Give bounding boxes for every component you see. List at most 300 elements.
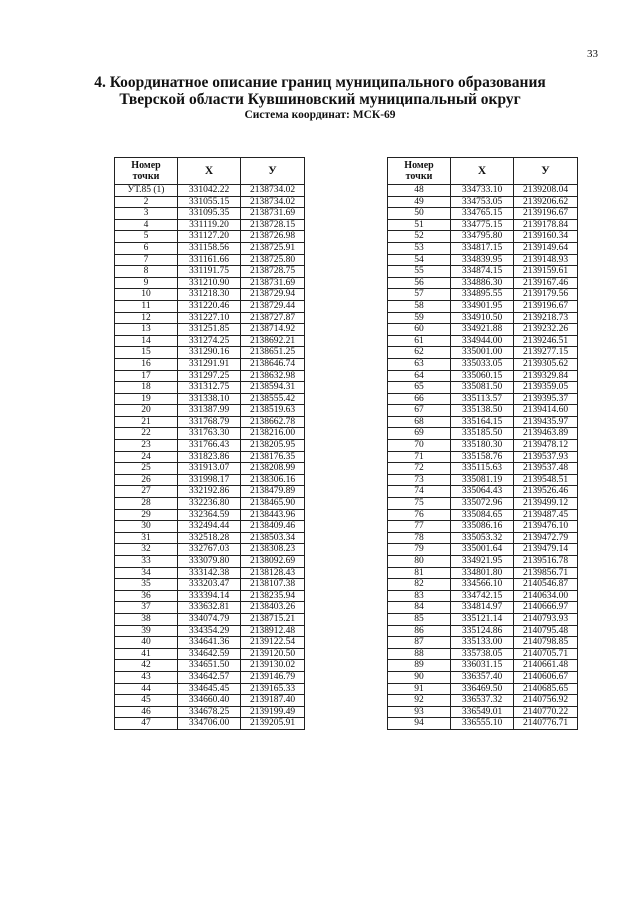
cell-x: 333203.47 [178, 579, 241, 591]
cell-x: 334886.30 [451, 277, 514, 289]
cell-point-number: 2 [115, 196, 178, 208]
cell-point-number: 89 [388, 660, 451, 672]
cell-y: 2138443.96 [241, 509, 305, 521]
cell-y: 2138306.16 [241, 474, 305, 486]
table-row [388, 242, 578, 254]
cell-x: 334651.50 [178, 660, 241, 672]
table-row [388, 706, 578, 718]
cell-x: 335060.15 [451, 370, 514, 382]
cell-x: 334901.95 [451, 300, 514, 312]
cell-point-number: 92 [388, 695, 451, 707]
cell-point-number: 26 [115, 474, 178, 486]
cell-x: 335081.19 [451, 474, 514, 486]
cell-point-number: 87 [388, 637, 451, 649]
cell-x: 331251.85 [178, 324, 241, 336]
cell-y: 2139148.93 [514, 254, 578, 266]
cell-point-number: 63 [388, 358, 451, 370]
cell-y: 2139548.51 [514, 474, 578, 486]
cell-x: 331055.15 [178, 196, 241, 208]
cell-x: 334765.15 [451, 208, 514, 220]
table-row [388, 613, 578, 625]
header-x: X [451, 158, 514, 185]
cell-point-number: 42 [115, 660, 178, 672]
cell-point-number: 60 [388, 324, 451, 336]
table-row [115, 590, 305, 602]
table-row [115, 231, 305, 243]
cell-y: 2140666.97 [514, 602, 578, 614]
table-row [115, 660, 305, 672]
cell-y: 2138731.69 [241, 277, 305, 289]
cell-point-number: 94 [388, 718, 451, 730]
cell-x: 334801.80 [451, 567, 514, 579]
cell-x: 335001.64 [451, 544, 514, 556]
table-row [388, 474, 578, 486]
table-row [388, 277, 578, 289]
cell-x: 334354.29 [178, 625, 241, 637]
table-row [388, 382, 578, 394]
cell-x: 334895.55 [451, 289, 514, 301]
cell-y: 2138728.15 [241, 219, 305, 231]
table-row [115, 358, 305, 370]
cell-point-number: 28 [115, 498, 178, 510]
cell-x: 331291.91 [178, 358, 241, 370]
table-row [388, 695, 578, 707]
table-row [388, 671, 578, 683]
cell-x: 335738.05 [451, 648, 514, 660]
cell-point-number: 80 [388, 556, 451, 568]
cell-point-number: 19 [115, 393, 178, 405]
table-row [388, 625, 578, 637]
cell-x: 334742.15 [451, 590, 514, 602]
cell-y: 2140661.48 [514, 660, 578, 672]
cell-point-number: 15 [115, 347, 178, 359]
cell-point-number: 71 [388, 451, 451, 463]
cell-x: 335121.14 [451, 613, 514, 625]
cell-x: 335072.96 [451, 498, 514, 510]
cell-point-number: 61 [388, 335, 451, 347]
cell-x: 334074.79 [178, 613, 241, 625]
table-row [115, 289, 305, 301]
cell-point-number: 90 [388, 671, 451, 683]
table-row [388, 266, 578, 278]
cell-x: 331161.66 [178, 254, 241, 266]
table-row [388, 289, 578, 301]
table-row [115, 683, 305, 695]
cell-point-number: 45 [115, 695, 178, 707]
cell-y: 2139165.33 [241, 683, 305, 695]
cell-y: 2138479.89 [241, 486, 305, 498]
table-row [388, 231, 578, 243]
cell-y: 2138725.91 [241, 242, 305, 254]
cell-y: 2139516.78 [514, 556, 578, 568]
cell-y: 2139476.10 [514, 521, 578, 533]
cell-x: 334753.05 [451, 196, 514, 208]
table-row [388, 498, 578, 510]
cell-x: 331191.75 [178, 266, 241, 278]
cell-point-number: 29 [115, 509, 178, 521]
header-y: У [241, 158, 305, 185]
table-row [388, 718, 578, 730]
cell-x: 334733.10 [451, 185, 514, 197]
cell-point-number: 88 [388, 648, 451, 660]
table-row [388, 579, 578, 591]
cell-y: 2139472.79 [514, 532, 578, 544]
table-row [388, 405, 578, 417]
cell-point-number: 20 [115, 405, 178, 417]
cell-point-number: УТ.85 (1) [115, 185, 178, 197]
table-row [115, 405, 305, 417]
table-row [388, 660, 578, 672]
cell-point-number: 43 [115, 671, 178, 683]
cell-x: 335115.63 [451, 463, 514, 475]
cell-point-number: 5 [115, 231, 178, 243]
cell-point-number: 81 [388, 567, 451, 579]
table-row [388, 556, 578, 568]
cell-x: 331766.43 [178, 440, 241, 452]
cell-point-number: 50 [388, 208, 451, 220]
cell-point-number: 49 [388, 196, 451, 208]
cell-y: 2138107.38 [241, 579, 305, 591]
cell-x: 336555.10 [451, 718, 514, 730]
table-row [388, 393, 578, 405]
table-row [388, 521, 578, 533]
cell-x: 332364.59 [178, 509, 241, 521]
cell-x: 336031.15 [451, 660, 514, 672]
cell-y: 2139205.91 [241, 718, 305, 730]
cell-y: 2139149.64 [514, 242, 578, 254]
cell-y: 2138503.34 [241, 532, 305, 544]
cell-point-number: 51 [388, 219, 451, 231]
cell-x: 331387.99 [178, 405, 241, 417]
cell-point-number: 11 [115, 300, 178, 312]
cell-y: 2139130.02 [241, 660, 305, 672]
cell-point-number: 22 [115, 428, 178, 440]
cell-x: 332767.03 [178, 544, 241, 556]
table-row [115, 370, 305, 382]
table-row [388, 463, 578, 475]
cell-y: 2140793.93 [514, 613, 578, 625]
header-x: X [178, 158, 241, 185]
cell-point-number: 82 [388, 579, 451, 591]
cell-y: 2140606.67 [514, 671, 578, 683]
cell-y: 2138912.48 [241, 625, 305, 637]
cell-point-number: 93 [388, 706, 451, 718]
cell-point-number: 16 [115, 358, 178, 370]
cell-x: 335033.05 [451, 358, 514, 370]
table-row [115, 382, 305, 394]
cell-y: 2138216.00 [241, 428, 305, 440]
table-row [115, 300, 305, 312]
table-row [115, 208, 305, 220]
cell-y: 2138128.43 [241, 567, 305, 579]
cell-x: 333079.80 [178, 556, 241, 568]
cell-y: 2138662.78 [241, 416, 305, 428]
cell-x: 331220.46 [178, 300, 241, 312]
cell-y: 2139478.12 [514, 440, 578, 452]
cell-x: 331290.16 [178, 347, 241, 359]
cell-x: 334706.00 [178, 718, 241, 730]
cell-y: 2139167.46 [514, 277, 578, 289]
cell-x: 331210.90 [178, 277, 241, 289]
cell-x: 331768.79 [178, 416, 241, 428]
page-number: 33 [587, 48, 598, 60]
cell-x: 335124.86 [451, 625, 514, 637]
cell-x: 331119.20 [178, 219, 241, 231]
cell-y: 2138726.98 [241, 231, 305, 243]
table-row [115, 324, 305, 336]
cell-y: 2138235.94 [241, 590, 305, 602]
cell-x: 331763.30 [178, 428, 241, 440]
cell-point-number: 56 [388, 277, 451, 289]
cell-x: 332192.86 [178, 486, 241, 498]
table-row [388, 358, 578, 370]
table-row [115, 185, 305, 197]
table-row [388, 532, 578, 544]
table-row [115, 416, 305, 428]
cell-point-number: 7 [115, 254, 178, 266]
table-row [115, 556, 305, 568]
cell-y: 2139414.60 [514, 405, 578, 417]
cell-point-number: 32 [115, 544, 178, 556]
coordinates-table-right [387, 157, 578, 730]
cell-x: 334839.95 [451, 254, 514, 266]
cell-y: 2140770.22 [514, 706, 578, 718]
table-row [388, 509, 578, 521]
cell-point-number: 85 [388, 613, 451, 625]
cell-x: 335053.32 [451, 532, 514, 544]
cell-y: 2138729.44 [241, 300, 305, 312]
header-y: У [514, 158, 578, 185]
cell-x: 334874.15 [451, 266, 514, 278]
cell-point-number: 14 [115, 335, 178, 347]
title-block [0, 74, 640, 121]
cell-x: 334910.50 [451, 312, 514, 324]
cell-y: 2139199.49 [241, 706, 305, 718]
table-row [115, 509, 305, 521]
cell-point-number: 52 [388, 231, 451, 243]
cell-point-number: 30 [115, 521, 178, 533]
cell-point-number: 72 [388, 463, 451, 475]
cell-x: 331218.30 [178, 289, 241, 301]
cell-x: 334660.40 [178, 695, 241, 707]
cell-y: 2140756.92 [514, 695, 578, 707]
table-row [115, 521, 305, 533]
cell-x: 334795.80 [451, 231, 514, 243]
cell-y: 2140776.71 [514, 718, 578, 730]
table-row [388, 683, 578, 695]
table-row [388, 544, 578, 556]
cell-y: 2140798.85 [514, 637, 578, 649]
cell-x: 334775.15 [451, 219, 514, 231]
cell-point-number: 35 [115, 579, 178, 591]
header-point-number: Номер точки [115, 158, 178, 185]
cell-x: 336549.01 [451, 706, 514, 718]
cell-y: 2138308.23 [241, 544, 305, 556]
cell-point-number: 46 [115, 706, 178, 718]
table-row [388, 219, 578, 231]
cell-x: 334814.97 [451, 602, 514, 614]
table-row [388, 208, 578, 220]
cell-y: 2139329.84 [514, 370, 578, 382]
table-row [115, 474, 305, 486]
cell-point-number: 6 [115, 242, 178, 254]
cell-y: 2138692.21 [241, 335, 305, 347]
cell-y: 2139179.56 [514, 289, 578, 301]
table-row [115, 451, 305, 463]
cell-x: 331338.10 [178, 393, 241, 405]
table-row [388, 185, 578, 197]
cell-y: 2140685.65 [514, 683, 578, 695]
coordinates-table-left [114, 157, 305, 730]
cell-x: 331913.07 [178, 463, 241, 475]
cell-point-number: 21 [115, 416, 178, 428]
cell-x: 333632.81 [178, 602, 241, 614]
coordinate-system-subtitle: Система координат: МСК-69 [244, 109, 396, 121]
cell-y: 2138632.98 [241, 370, 305, 382]
cell-point-number: 53 [388, 242, 451, 254]
cell-x: 335158.76 [451, 451, 514, 463]
cell-x: 331998.17 [178, 474, 241, 486]
table-row [388, 300, 578, 312]
table-row [115, 718, 305, 730]
cell-y: 2139146.79 [241, 671, 305, 683]
cell-point-number: 24 [115, 451, 178, 463]
cell-y: 2138651.25 [241, 347, 305, 359]
cell-x: 332236.80 [178, 498, 241, 510]
cell-point-number: 78 [388, 532, 451, 544]
cell-point-number: 86 [388, 625, 451, 637]
table-body-left [115, 185, 305, 730]
cell-y: 2139187.40 [241, 695, 305, 707]
cell-y: 2139120.50 [241, 648, 305, 660]
cell-x: 334921.88 [451, 324, 514, 336]
cell-point-number: 84 [388, 602, 451, 614]
cell-point-number: 9 [115, 277, 178, 289]
cell-point-number: 25 [115, 463, 178, 475]
cell-y: 2139160.34 [514, 231, 578, 243]
cell-point-number: 18 [115, 382, 178, 394]
cell-point-number: 48 [388, 185, 451, 197]
cell-y: 2138714.92 [241, 324, 305, 336]
cell-x: 332494.44 [178, 521, 241, 533]
cell-x: 332518.28 [178, 532, 241, 544]
cell-x: 331095.35 [178, 208, 241, 220]
cell-point-number: 38 [115, 613, 178, 625]
cell-point-number: 55 [388, 266, 451, 278]
table-row [115, 393, 305, 405]
cell-y: 2139178.84 [514, 219, 578, 231]
table-row [115, 196, 305, 208]
cell-y: 2139537.93 [514, 451, 578, 463]
cell-x: 331127.20 [178, 231, 241, 243]
cell-x: 335164.15 [451, 416, 514, 428]
cell-point-number: 17 [115, 370, 178, 382]
cell-y: 2139196.67 [514, 300, 578, 312]
cell-point-number: 33 [115, 556, 178, 568]
cell-x: 331227.10 [178, 312, 241, 324]
cell-y: 2138594.31 [241, 382, 305, 394]
cell-y: 2139479.14 [514, 544, 578, 556]
table-row [388, 590, 578, 602]
cell-point-number: 67 [388, 405, 451, 417]
cell-point-number: 41 [115, 648, 178, 660]
cell-y: 2139537.48 [514, 463, 578, 475]
cell-x: 335185.50 [451, 428, 514, 440]
cell-point-number: 27 [115, 486, 178, 498]
cell-point-number: 36 [115, 590, 178, 602]
cell-x: 334944.00 [451, 335, 514, 347]
cell-y: 2139487.45 [514, 509, 578, 521]
cell-x: 335086.16 [451, 521, 514, 533]
cell-x: 333394.14 [178, 590, 241, 602]
cell-x: 331274.25 [178, 335, 241, 347]
cell-y: 2139232.26 [514, 324, 578, 336]
cell-y: 2139159.61 [514, 266, 578, 278]
cell-x: 334642.57 [178, 671, 241, 683]
cell-point-number: 23 [115, 440, 178, 452]
cell-x: 335133.00 [451, 637, 514, 649]
cell-point-number: 8 [115, 266, 178, 278]
cell-y: 2138727.87 [241, 312, 305, 324]
table-row [115, 579, 305, 591]
cell-point-number: 64 [388, 370, 451, 382]
cell-y: 2138176.35 [241, 451, 305, 463]
cell-y: 2140705.71 [514, 648, 578, 660]
table-row [115, 266, 305, 278]
cell-point-number: 73 [388, 474, 451, 486]
table-row [115, 695, 305, 707]
cell-y: 2139856.71 [514, 567, 578, 579]
cell-point-number: 31 [115, 532, 178, 544]
cell-x: 331042.22 [178, 185, 241, 197]
cell-point-number: 40 [115, 637, 178, 649]
table-row [115, 613, 305, 625]
cell-x: 334645.45 [178, 683, 241, 695]
cell-y: 2138729.94 [241, 289, 305, 301]
cell-y: 2138555.42 [241, 393, 305, 405]
cell-y: 2139435.97 [514, 416, 578, 428]
table-row [115, 637, 305, 649]
cell-y: 2138519.63 [241, 405, 305, 417]
cell-y: 2140546.87 [514, 579, 578, 591]
cell-x: 336357.40 [451, 671, 514, 683]
table-row [115, 706, 305, 718]
cell-point-number: 4 [115, 219, 178, 231]
cell-point-number: 74 [388, 486, 451, 498]
cell-y: 2139208.04 [514, 185, 578, 197]
table-row [388, 440, 578, 452]
table-row [115, 463, 305, 475]
cell-point-number: 77 [388, 521, 451, 533]
cell-y: 2139196.67 [514, 208, 578, 220]
cell-x: 331158.56 [178, 242, 241, 254]
cell-y: 2139122.54 [241, 637, 305, 649]
table-row [388, 428, 578, 440]
title-line-1: 4. Координатное описание границ муниципального образования [94, 74, 546, 91]
cell-point-number: 76 [388, 509, 451, 521]
cell-y: 2140634.00 [514, 590, 578, 602]
cell-y: 2138731.69 [241, 208, 305, 220]
table-row [115, 219, 305, 231]
cell-y: 2138205.95 [241, 440, 305, 452]
cell-point-number: 83 [388, 590, 451, 602]
cell-y: 2138092.69 [241, 556, 305, 568]
table-row [115, 625, 305, 637]
cell-point-number: 69 [388, 428, 451, 440]
cell-point-number: 37 [115, 602, 178, 614]
table-row [115, 486, 305, 498]
table-row [115, 254, 305, 266]
